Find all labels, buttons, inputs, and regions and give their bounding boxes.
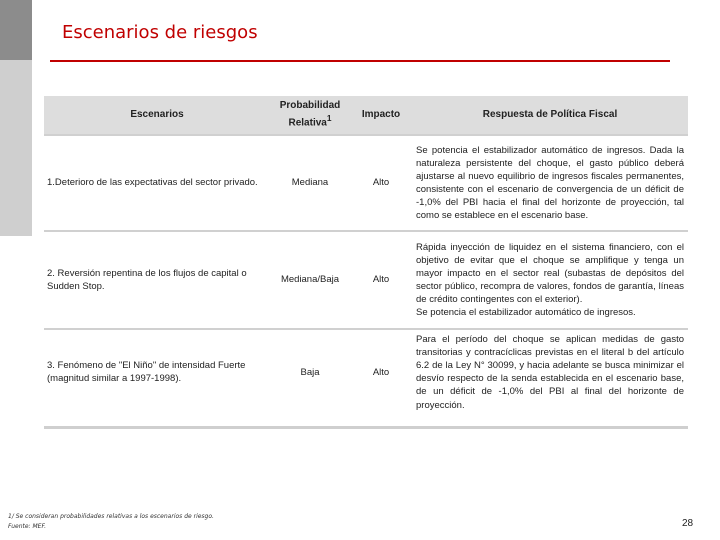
cell-respuesta: Se potencia el estabilizador automático de ingresos. Dada la naturaleza persistente del choque, el gasto público deberá ajustarse al nuevo equilibrio de ingresos fiscales permanentes, consistente con el escenario de convergencia de un déficit de -1,0% del PBI hacia el final del horizonte de proyección, tal como se establece en el escenario base. bbox=[412, 135, 688, 231]
cell-impacto: Alto bbox=[350, 329, 412, 415]
cell-respuesta: Para el período del choque se aplican medidas de gasto transitorias y contracíclicas previstas en el literal b del artículo 6.2 de la Ley N° 30099, y hacia adelante se busca minimizar el desvío respecto de la senda establecida en el escenario base, de un déficit de -1,0% del PBI al final del horizonte de proyección. bbox=[412, 329, 688, 415]
cell-probabilidad: Mediana bbox=[270, 135, 350, 231]
footnote-fuente: Fuente: MEF. bbox=[8, 523, 47, 530]
risk-scenarios-table bbox=[44, 96, 688, 428]
slide-title: Escenarios de riesgos bbox=[62, 22, 258, 43]
table-bottom-border bbox=[44, 426, 688, 429]
cell-impacto: Alto bbox=[350, 231, 412, 329]
table-row bbox=[44, 135, 688, 231]
page-number: 28 bbox=[682, 518, 694, 529]
header-probabilidad-label: Probabilidad Relativa bbox=[279, 100, 341, 129]
footnotes bbox=[8, 512, 214, 532]
header-probabilidad-footnote-mark: 1 bbox=[326, 112, 332, 123]
decorative-bar-dark bbox=[0, 0, 32, 60]
table-header-row bbox=[44, 96, 688, 135]
footnote-probabilidades: 1/ Se consideran probabilidades relativas a los escenarios de riesgo. bbox=[8, 513, 214, 520]
cell-impacto: Alto bbox=[350, 135, 412, 231]
cell-respuesta bbox=[412, 231, 688, 329]
table-row bbox=[44, 231, 688, 329]
cell-probabilidad: Baja bbox=[270, 329, 350, 415]
cell-respuesta-main: Rápida inyección de liquidez en el sistema financiero, con el objetivo de evitar que el choque se amplifique y tenga un mayor impacto en el sector real (subastas de depósitos del sector público, recompra de valores, fondos de garantía, líneas de crédito contingentes con el exterior). bbox=[416, 241, 684, 306]
cell-escenario: 3. Fenómeno de "El Niño" de intensidad Fuerte (magnitud similar a 1997-1998). bbox=[44, 329, 270, 415]
table-row bbox=[44, 329, 688, 415]
header-impacto: Impacto bbox=[350, 96, 412, 135]
cell-respuesta-extra: Se potencia el estabilizador automático de ingresos. bbox=[416, 307, 636, 319]
header-respuesta: Respuesta de Política Fiscal bbox=[412, 96, 688, 135]
title-underline bbox=[50, 60, 670, 62]
header-probabilidad bbox=[270, 96, 350, 135]
cell-escenario: 2. Reversión repentina de los flujos de capital o Sudden Stop. bbox=[44, 231, 270, 329]
header-escenarios: Escenarios bbox=[44, 96, 270, 135]
cell-escenario: 1.Deterioro de las expectativas del sector privado. bbox=[44, 135, 270, 231]
decorative-bar-light bbox=[0, 60, 32, 236]
cell-probabilidad: Mediana/Baja bbox=[270, 231, 350, 329]
